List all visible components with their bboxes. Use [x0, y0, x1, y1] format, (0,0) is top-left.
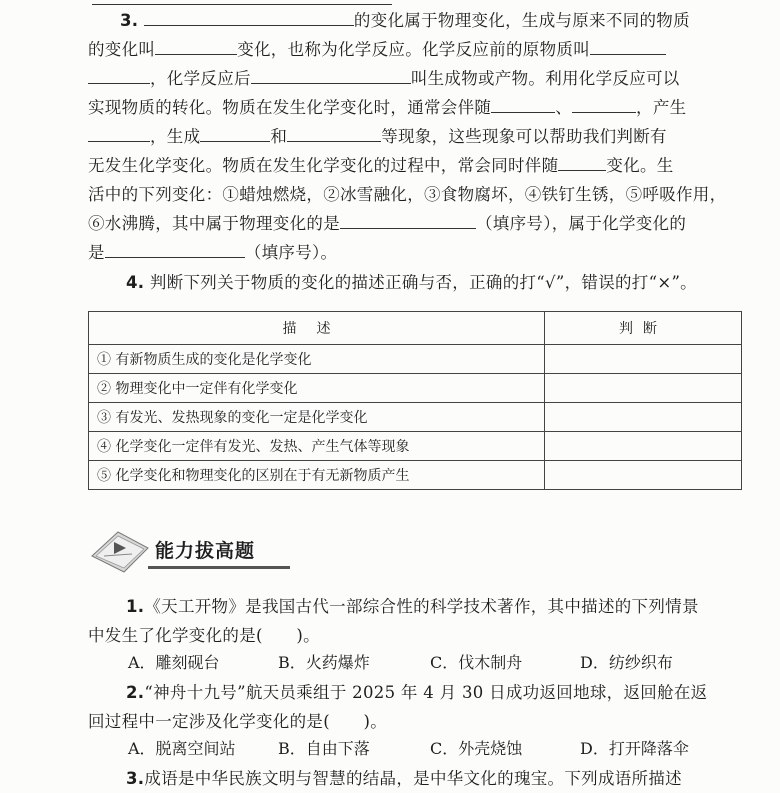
- answer-blank[interactable]: [491, 96, 555, 113]
- option-c[interactable]: C．伐木制舟: [430, 653, 523, 672]
- column-header-judgement: 判断: [545, 312, 742, 345]
- table-row: ⑤ 化学变化和物理变化的区别在于有无新物质产生: [89, 461, 742, 490]
- answer-blank[interactable]: [88, 125, 150, 142]
- question-number: 4.: [126, 273, 145, 292]
- table-row: ② 物理变化中一定伴有化学变化: [89, 374, 742, 403]
- option-a[interactable]: A．脱离空间站: [128, 739, 236, 758]
- answer-blank[interactable]: [251, 67, 411, 84]
- judgement-cell[interactable]: [545, 345, 742, 374]
- section-underline: [148, 566, 290, 569]
- judgement-cell[interactable]: [545, 461, 742, 490]
- answer-blank[interactable]: [155, 38, 237, 55]
- answer-blank[interactable]: [144, 9, 354, 26]
- option-d[interactable]: D．打开降落伞: [580, 739, 689, 758]
- question-4: 4. 判断下列关于物质的变化的描述正确与否，正确的打“√”，错误的打“×”。: [126, 273, 697, 292]
- answer-blank[interactable]: [200, 125, 270, 142]
- column-header-description: 描述: [89, 312, 545, 345]
- question-number: 3.: [120, 11, 139, 30]
- table-header-row: [89, 312, 742, 345]
- judgement-cell[interactable]: [545, 432, 742, 461]
- table-row: ③ 有发光、发热现象的变化一定是化学变化: [89, 403, 742, 432]
- judgement-cell[interactable]: [545, 403, 742, 432]
- answer-blank[interactable]: [572, 96, 636, 113]
- section-title: 能力拔高题: [155, 540, 256, 562]
- option-c[interactable]: C．外壳烧蚀: [430, 739, 523, 758]
- judgement-cell[interactable]: [545, 374, 742, 403]
- judgement-table: [88, 311, 742, 490]
- mc-question-2: 2.“神舟十九号”航天员乘组于 2025 年 4 月 30 日成功返回地球，返回舱在返 回过程中一定涉及化学变化的是( )。: [88, 683, 708, 731]
- answer-blank[interactable]: [590, 38, 666, 55]
- question-3: 3. 的变化属于物理变化，生成与原来不同的物质 的变化叫 变化，也称为化学反应。化学反应前的原物质叫 ，化学反应后 叫生成物或产物。利用化学反应可以 实现物质的转化。物质在发生化学变化时，通常会伴随 、 ，产生 ，生成 和 等现象，这些现象可以帮助我们判断有 无发生化学变化。物质在发生化学变化的过程中，常会同时伴随 变化。生 活中的下列变化：①蜡烛燃烧，②冰雪融化，③食物腐坏，④铁钉生锈，⑤呼吸作用， ⑥水沸腾，其中属于物理变化的是 （填序号），属于化学变化的 是 （填序号）。: [88, 11, 727, 262]
- answer-blank[interactable]: [340, 212, 476, 229]
- option-d[interactable]: D．纺纱织布: [580, 653, 673, 672]
- answer-blank[interactable]: [558, 154, 606, 171]
- answer-blank[interactable]: [287, 125, 381, 142]
- table-row: ④ 化学变化一定伴有发光、发热、产生气体等现象: [89, 432, 742, 461]
- option-a[interactable]: A．雕刻砚台: [128, 653, 220, 672]
- cut-off-top-line: [92, 0, 392, 5]
- option-b[interactable]: B．火药爆炸: [278, 653, 370, 672]
- table-row: ① 有新物质生成的变化是化学变化: [89, 345, 742, 374]
- answer-blank[interactable]: [88, 67, 150, 84]
- mc-question-1: 1.《天工开物》是我国古代一部综合性的科学技术著作，其中描述的下列情景 中发生了化学变化的是( )。: [88, 597, 699, 645]
- mc-question-3: 3.成语是中华民族文明与智慧的结晶，是中华文化的瑰宝。下列成语所描述: [126, 769, 682, 788]
- answer-blank[interactable]: [105, 241, 245, 258]
- option-b[interactable]: B．自由下落: [278, 739, 370, 758]
